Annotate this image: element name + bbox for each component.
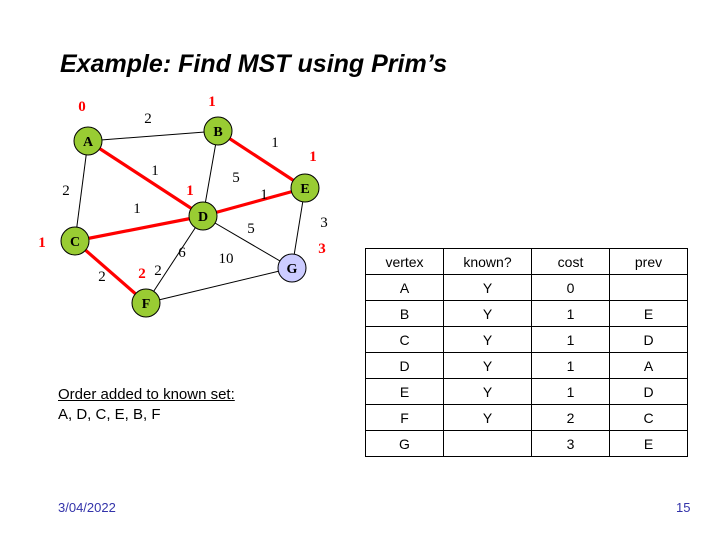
table-header-prev: prev: [610, 249, 688, 275]
edge-weight-c-d: 1: [133, 201, 141, 217]
edge-weight-a-c: 2: [62, 183, 70, 199]
table-cell-vertex-3: D: [366, 353, 444, 379]
edge-weight-d-e: 1: [260, 187, 268, 203]
vertex-table-body: [366, 275, 688, 457]
table-cell-prev-3: A: [610, 353, 688, 379]
node-cost-b: 1: [208, 95, 216, 110]
table-cell-known-2: Y: [444, 327, 532, 353]
table-cell-known-3: Y: [444, 353, 532, 379]
graph-diagram: [30, 95, 370, 335]
node-label-b: B: [213, 125, 223, 140]
edge-weight-c-f: 2: [154, 263, 162, 279]
table-header-known: known?: [444, 249, 532, 275]
table-cell-prev-0: [610, 275, 688, 301]
footer-page-number: 15: [676, 500, 691, 515]
node-cost-e: 1: [309, 149, 317, 165]
table-cell-cost-1: 1: [532, 301, 610, 327]
edge-weight-b-d: 5: [232, 170, 240, 186]
table-cell-vertex-6: G: [366, 431, 444, 457]
table-cell-vertex-0: A: [366, 275, 444, 301]
table-cell-prev-6: E: [610, 431, 688, 457]
table-cell-prev-4: D: [610, 379, 688, 405]
footer-date: 3/04/2022: [58, 500, 116, 515]
node-label-e: E: [300, 182, 310, 197]
edge-weight-b-e: 1: [271, 135, 279, 151]
table-cell-vertex-4: E: [366, 379, 444, 405]
table-cell-known-0: Y: [444, 275, 532, 301]
node-label-g: G: [286, 262, 298, 277]
table-header-row: [366, 249, 688, 275]
table-row: [366, 431, 688, 457]
table-cell-vertex-2: C: [366, 327, 444, 353]
node-label-c: C: [69, 235, 81, 250]
table-cell-known-5: Y: [444, 405, 532, 431]
table-cell-known-4: Y: [444, 379, 532, 405]
edge-d-e: [203, 188, 305, 216]
node-label-a: A: [82, 135, 94, 150]
vertex-table-wrapper: [365, 248, 688, 457]
vertex-table: [365, 248, 688, 457]
table-row: [366, 301, 688, 327]
graph-svg: [30, 95, 370, 335]
table-cell-cost-5: 2: [532, 405, 610, 431]
table-cell-vertex-1: B: [366, 301, 444, 327]
order-sequence: A, D, C, E, B, F: [58, 406, 161, 424]
page-title: Example: Find MST using Prim’s: [60, 50, 448, 78]
edge-a-b: [88, 131, 218, 141]
node-cost-f: 2: [138, 266, 146, 282]
edge-weight-d-f: 6: [178, 245, 186, 261]
order-added-block: [58, 385, 235, 426]
table-row: [366, 405, 688, 431]
order-heading: Order added to known set:: [58, 386, 235, 403]
node-cost-c: 1: [38, 235, 46, 251]
table-cell-cost-3: 1: [532, 353, 610, 379]
table-cell-cost-2: 1: [532, 327, 610, 353]
edge-a-c: [75, 141, 88, 241]
edge-a-d: [88, 141, 203, 216]
edge-c-d: [75, 216, 203, 241]
table-row: [366, 275, 688, 301]
edge-weight-d-g: 5: [247, 221, 255, 237]
table-header-vertex: vertex: [366, 249, 444, 275]
node-cost-d: 1: [186, 183, 194, 199]
edge-weight-a-d: 1: [151, 163, 159, 179]
edge-weight-a-b: 2: [144, 111, 152, 127]
node-cost-g: 3: [318, 241, 326, 257]
node-label-d: D: [197, 210, 209, 225]
table-cell-cost-4: 1: [532, 379, 610, 405]
table-cell-prev-2: D: [610, 327, 688, 353]
edge-weight-c-f: 2: [98, 269, 106, 285]
edge-b-e: [218, 131, 305, 188]
table-header-cost: cost: [532, 249, 610, 275]
table-row: [366, 327, 688, 353]
table-cell-prev-1: E: [610, 301, 688, 327]
table-row: [366, 379, 688, 405]
edge-weight-f-g: 10: [218, 251, 234, 267]
table-row: [366, 353, 688, 379]
table-cell-cost-0: 0: [532, 275, 610, 301]
edge-weight-e-g: 3: [320, 215, 328, 231]
table-cell-prev-5: C: [610, 405, 688, 431]
nodes-group: [61, 117, 319, 317]
table-cell-known-6: [444, 431, 532, 457]
table-cell-known-1: Y: [444, 301, 532, 327]
table-cell-vertex-5: F: [366, 405, 444, 431]
edge-d-f: [146, 216, 203, 303]
node-cost-a: 0: [78, 99, 86, 115]
edge-f-g: [146, 268, 292, 303]
table-cell-cost-6: 3: [532, 431, 610, 457]
node-label-f: F: [141, 297, 151, 312]
